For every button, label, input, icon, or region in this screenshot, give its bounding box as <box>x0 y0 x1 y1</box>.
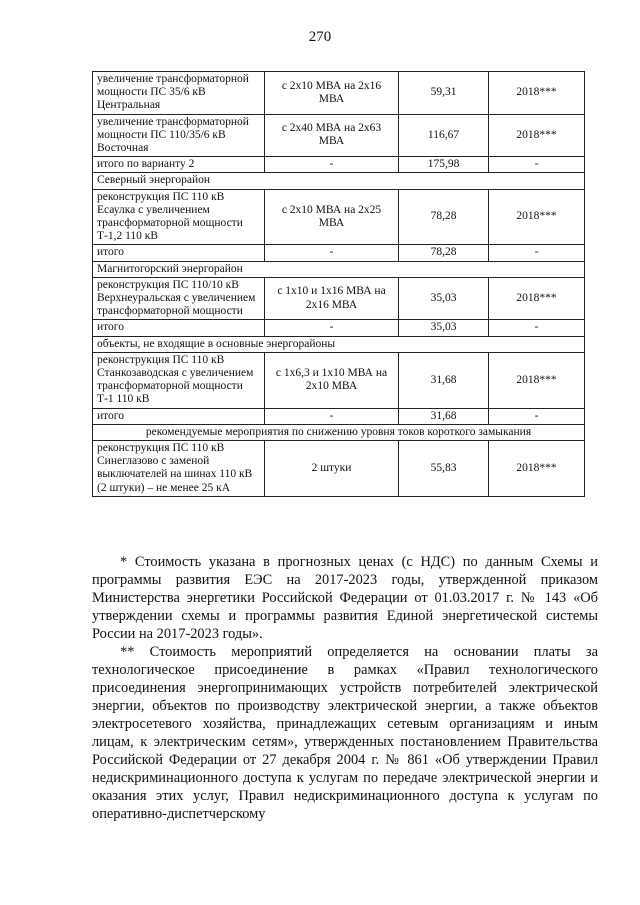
table-row <box>93 352 585 408</box>
cost-cell: 35,03 <box>399 320 489 336</box>
capacity-cell: - <box>265 157 399 173</box>
capacity-cell: с 2х10 МВА на 2х25 МВА <box>265 189 399 245</box>
year-cell: 2018*** <box>489 352 585 408</box>
cost-cell: 78,28 <box>399 245 489 261</box>
measure-name-cell: реконструкция ПС 110 кВ Есаулка с увеличением трансформаторной мощности Т-1,2 110 кВ <box>93 189 265 245</box>
footnotes <box>92 553 598 823</box>
measure-name-cell: итого <box>93 320 265 336</box>
measure-name-cell: итого <box>93 408 265 424</box>
section-row <box>93 173 585 189</box>
footnote-single-asterisk: * Стоимость указана в прогнозных ценах (с НДС) по данным Схемы и программы развития ЕЭС на 2017-2023 годы, утвержденной приказом Министерства энергетики Российской Федерации от 01.03.2017 г. № 143 «Об утверждении схемы и программы развития Единой энергетической системы России на 2017-2023 годы». <box>92 554 598 642</box>
page-number: 270 <box>308 29 332 45</box>
cost-cell: 175,98 <box>399 157 489 173</box>
year-cell: 2018*** <box>489 72 585 115</box>
section-title: Магнитогорский энергорайон <box>93 261 585 277</box>
capacity-cell: с 1х6,3 и 1х10 МВА на 2х10 МВА <box>265 352 399 408</box>
section-title: рекомендуемые мероприятия по снижению уровня токов короткого замыкания <box>93 424 585 440</box>
cost-cell: 31,68 <box>399 408 489 424</box>
footnote-double-asterisk: ** Стоимость мероприятий определяется на основании платы за технологическое присоединение в рамках «Правил технологического присоединения энергопринимающих устройств потребителей электрической энергии, объектов по производству электрической энергии, а также объектов электросетевого хозяйства, принадлежащих сетевым организациям и иным лицам, к электрическим сетям», утвержденных постановлением Правительства Российской Федерации от 27 декабря 2004 г. № 861 «Об утверждении Правил недискриминационного доступа к услугам по передаче электрической энергии и оказания этих услуг, Правил недискриминационного доступа к услугам по оперативно-диспетчерскому <box>92 644 598 822</box>
capacity-cell: - <box>265 408 399 424</box>
section-title: объекты, не входящие в основные энергорайоны <box>93 336 585 352</box>
year-cell: - <box>489 320 585 336</box>
year-cell: - <box>489 408 585 424</box>
table-row <box>93 277 585 320</box>
total-row <box>93 157 585 173</box>
year-cell: 2018*** <box>489 114 585 157</box>
measure-name-cell: увеличение трансформаторной мощности ПС 35/6 кВ Центральная <box>93 72 265 115</box>
capacity-cell: с 1х10 и 1х16 МВА на 2х16 МВА <box>265 277 399 320</box>
section-title: Северный энергорайон <box>93 173 585 189</box>
total-row <box>93 320 585 336</box>
total-row <box>93 408 585 424</box>
cost-cell: 59,31 <box>399 72 489 115</box>
section-row <box>93 336 585 352</box>
capacity-cell: - <box>265 320 399 336</box>
measure-name-cell: реконструкция ПС 110 кВ Синеглазово с заменой выключателей на шинах 110 кВ (2 штуки) – не менее 25 кА <box>93 441 265 497</box>
year-cell: 2018*** <box>489 441 585 497</box>
table-row <box>93 189 585 245</box>
section-row <box>93 424 585 440</box>
measure-name-cell: реконструкция ПС 110 кВ Станкозаводская с увеличением трансформаторной мощности Т-1 110 кВ <box>93 352 265 408</box>
total-row <box>93 245 585 261</box>
cost-cell: 35,03 <box>399 277 489 320</box>
table-body <box>93 72 585 497</box>
year-cell: 2018*** <box>489 189 585 245</box>
table-row <box>93 441 585 497</box>
section-row <box>93 261 585 277</box>
capacity-cell: - <box>265 245 399 261</box>
cost-cell: 78,28 <box>399 189 489 245</box>
cost-cell: 116,67 <box>399 114 489 157</box>
table-row <box>93 72 585 115</box>
capacity-cell: с 2х40 МВА на 2х63 МВА <box>265 114 399 157</box>
year-cell: 2018*** <box>489 277 585 320</box>
investment-table <box>92 71 585 497</box>
measure-name-cell: увеличение трансформаторной мощности ПС 110/35/6 кВ Восточная <box>93 114 265 157</box>
capacity-cell: с 2х10 МВА на 2х16 МВА <box>265 72 399 115</box>
year-cell: - <box>489 245 585 261</box>
measure-name-cell: итого по варианту 2 <box>93 157 265 173</box>
capacity-cell: 2 штуки <box>265 441 399 497</box>
measure-name-cell: реконструкция ПС 110/10 кВ Верхнеуральская с увеличением трансформаторной мощности <box>93 277 265 320</box>
cost-cell: 31,68 <box>399 352 489 408</box>
cost-cell: 55,83 <box>399 441 489 497</box>
year-cell: - <box>489 157 585 173</box>
table-row <box>93 114 585 157</box>
measure-name-cell: итого <box>93 245 265 261</box>
